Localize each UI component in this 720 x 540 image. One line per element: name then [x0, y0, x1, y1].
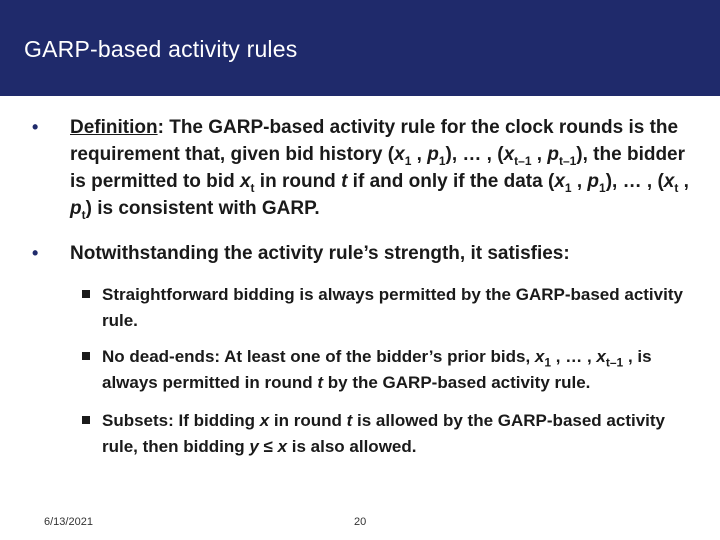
subscript: t–1 [605, 355, 624, 370]
definition-body: ), the bidder is permitted to bid [70, 144, 686, 192]
definition-body: in round [254, 171, 342, 192]
sub-bullet-subsets [82, 408, 692, 460]
bullet-notwithstanding [32, 240, 692, 267]
sub-bullet-no-dead-ends [82, 344, 692, 396]
text-run: in round [269, 411, 347, 430]
page-number: 20 [354, 516, 367, 528]
subscript: 1 [564, 180, 572, 195]
straightforward-text: Straightforward bidding is always permitted by the GARP-based activity rule. [102, 285, 683, 330]
math-p: p [70, 198, 82, 219]
comma: , [678, 171, 689, 192]
subscript: t [250, 180, 255, 195]
text-run: by the GARP-based activity rule. [323, 373, 591, 392]
math-t: t [317, 373, 324, 392]
square-bullet-icon [82, 416, 90, 424]
ellipsis: , … , [551, 347, 597, 366]
bullet-definition [32, 114, 692, 222]
square-bullet-icon [82, 290, 90, 298]
subscript: 1 [544, 355, 552, 370]
math-x: x [259, 411, 270, 430]
subscript: t–1 [558, 153, 577, 168]
bullet-dot-icon: • [32, 243, 39, 263]
math-p: p [547, 144, 559, 165]
notwithstanding-text: Notwithstanding the activity rule’s strength, it satisfies: [70, 243, 570, 264]
ellipsis: ), … , ( [605, 171, 664, 192]
paren: ( [387, 144, 395, 165]
ellipsis: ), … , ( [445, 144, 504, 165]
sub-bullet-straightforward [82, 282, 692, 334]
math-t: t [346, 411, 353, 430]
subscript: 1 [438, 153, 446, 168]
definition-text [70, 114, 692, 222]
text-run: is also allowed. [287, 437, 417, 456]
math-t: t [341, 171, 348, 192]
subscript: t–1 [514, 153, 532, 168]
math-x: x [596, 347, 606, 366]
subsets-text [102, 408, 692, 460]
definition-body: : The GARP-based activity rule for the clock rounds is the requirement that, given bid history [70, 117, 679, 165]
text-run: is allowed by the GARP-based activity rule, then bidding [102, 411, 665, 456]
text-run: No dead-ends: At least one of the bidder’s prior bids, [102, 347, 535, 366]
math-x: x [554, 171, 565, 192]
math-y: y [249, 437, 259, 456]
math-p: p [587, 171, 600, 192]
math-p: p [427, 144, 439, 165]
subscript: 1 [599, 180, 606, 195]
definition-body: ) is consistent with GARP. [85, 198, 320, 219]
no-dead-ends-text [102, 344, 692, 396]
math-x: x [663, 171, 675, 192]
math-x: x [534, 347, 545, 366]
square-bullet-icon [82, 352, 90, 360]
comma: , [411, 144, 428, 165]
comma: , [531, 144, 548, 165]
leq-symbol: ≤ [258, 437, 278, 456]
title-bar [0, 0, 720, 96]
subscript: t [81, 207, 86, 222]
comma: , [571, 171, 588, 192]
math-x: x [503, 144, 515, 165]
subscript: t [674, 180, 679, 195]
definition-term: Definition [70, 117, 158, 138]
bullet-dot-icon: • [32, 117, 39, 137]
slide-title: GARP-based activity rules [24, 36, 298, 62]
subscript: 1 [404, 153, 412, 168]
math-x: x [277, 437, 288, 456]
footer-date: 6/13/2021 [44, 516, 93, 528]
math-x: x [394, 144, 405, 165]
math-x: x [239, 171, 251, 192]
text-run: , is always permitted in round [102, 347, 652, 392]
definition-body: if and only if the data ( [347, 171, 555, 192]
text-run: Subsets: If bidding [102, 411, 260, 430]
